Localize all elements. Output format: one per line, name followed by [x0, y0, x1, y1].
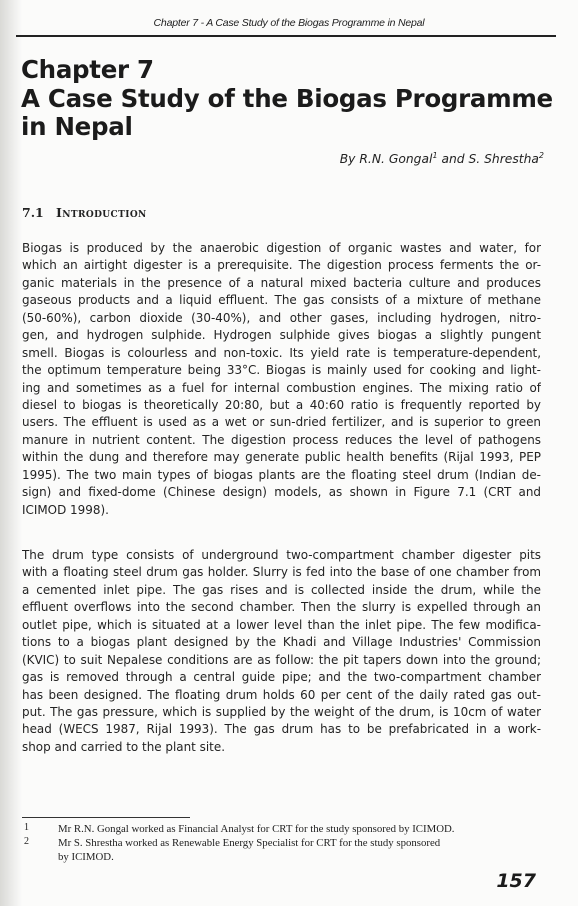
text-line: smell. Biogas is colourless and non-toxic. Its yield rate is temperature-dependent,: [22, 345, 541, 360]
text-line: gas is removed through a central guide pipe; and the two-compartment chamber: [22, 670, 541, 685]
footnote-mark: 1: [24, 822, 29, 833]
text-line: users. The effluent is used as a wet or sun-dried fertilizer, and is superior to green: [22, 415, 541, 430]
page-number: 157: [496, 870, 536, 892]
page-gutter-shadow: [0, 0, 22, 906]
chapter-title-line: A Case Study of the Biogas Programme: [21, 83, 553, 113]
footnote-ref-1: 1: [432, 151, 438, 160]
text-line: 1995). The two main types of biogas plants are the floating steel drum (Indian de-: [22, 467, 541, 482]
text-line: (50-60%), carbon dioxide (30-40%), and other gases, including hydrogen, nitro-: [22, 310, 541, 325]
footnote: [22, 836, 542, 864]
text-line: head (WECS 1987, Rijal 1993). The gas drum has to be prefabricated in a work-: [22, 722, 541, 737]
chapter-title-line: Chapter 7: [21, 55, 154, 84]
author-byline: [340, 151, 544, 166]
text-line: within the dung and therefore may generate public health benefits (Rijal 1993, PEP: [22, 450, 541, 465]
footnote-text: Mr S. Shrestha worked as Renewable Energy Specialist for CRT for the study sponsored: [58, 837, 441, 849]
section-number: 7.1: [22, 205, 44, 220]
text-line: gen, and hydrogen sulphide. Hydrogen sulphide gives biogas a slightly pungent: [22, 328, 541, 343]
byline-text: and S. Shrestha: [437, 152, 539, 167]
text-line: put. The gas pressure, which is supplied by the weight of the drum, is 10cm of water: [22, 704, 541, 719]
footnote: [22, 822, 542, 836]
footnote-ref-2: 2: [538, 151, 544, 160]
text-line: Biogas is produced by the anaerobic digestion of organic wastes and water, for: [22, 241, 541, 255]
text-line: manure in nutrient content. The digestion process reduces the level of pathogens: [22, 432, 541, 447]
text-line: tions to a biogas plant designed by the Khadi and Village Industries' Commission: [22, 635, 541, 650]
text-line: ing and sometimes as a fuel for internal combustion engines. The mixing ratio of: [22, 380, 541, 395]
text-line: diesel to biogas is theoretically 20:80, but a 40:60 ratio is frequently reported by: [22, 397, 541, 412]
text-line: sign) and fixed-dome (Chinese design) models, as shown in Figure 7.1 (CRT and: [22, 485, 541, 500]
text-line: outlet pipe, which is situated at a lower level than the inlet pipe. The few modifica-: [22, 617, 541, 632]
paragraph: [22, 240, 541, 519]
chapter-title-line: in Nepal: [21, 112, 133, 141]
text-line: the optimum temperature being 33°C. Biogas is mainly used for cooking and light-: [22, 363, 541, 378]
text-line: has been designed. The floating drum holds 60 per cent of the daily rated gas out-: [22, 687, 541, 702]
text-line: ganic materials in the presence of a natural mixed bacteria culture and produces: [22, 275, 541, 290]
text-line: shop and carried to the plant site.: [22, 739, 226, 754]
footnote-text: Mr R.N. Gongal worked as Financial Analyst for CRT for the study sponsored by ICIMOD.: [58, 823, 455, 835]
footnotes: [22, 822, 542, 864]
footnote-rule: [22, 817, 190, 818]
text-line: The drum type consists of underground two-compartment chamber digester pits: [22, 548, 541, 562]
chapter-title: [21, 55, 553, 142]
section-heading: [22, 205, 147, 220]
footnote-text: by ICIMOD.: [58, 851, 114, 863]
text-line: with a floating steel drum gas holder. Slurry is fed into the base of one chamber from: [22, 565, 541, 580]
byline-text: By R.N. Gongal: [339, 152, 433, 167]
text-line: gaseous products and a liquid effluent. The gas consists of a mixture of methane: [22, 293, 541, 308]
text-line: (KVIC) to suit Nepalese conditions are as follow: the pit tapers down into the ground;: [22, 652, 541, 667]
text-line: which an airtight digester is a prerequisite. The digestion process ferments the or-: [22, 258, 541, 273]
text-line: a cemented inlet pipe. The gas rises and is collected inside the drum, while the: [22, 582, 541, 597]
section-title: Introduction: [56, 205, 147, 220]
header-rule: [16, 35, 556, 37]
text-line: ICIMOD 1998).: [22, 502, 109, 517]
running-head: Chapter 7 - A Case Study of the Biogas Programme in Nepal: [153, 17, 425, 29]
text-line: effluent overflows into the second chamber. Then the slurry is expelled through an: [22, 600, 541, 615]
footnote-mark: 2: [24, 836, 29, 847]
paragraph: [22, 547, 541, 756]
